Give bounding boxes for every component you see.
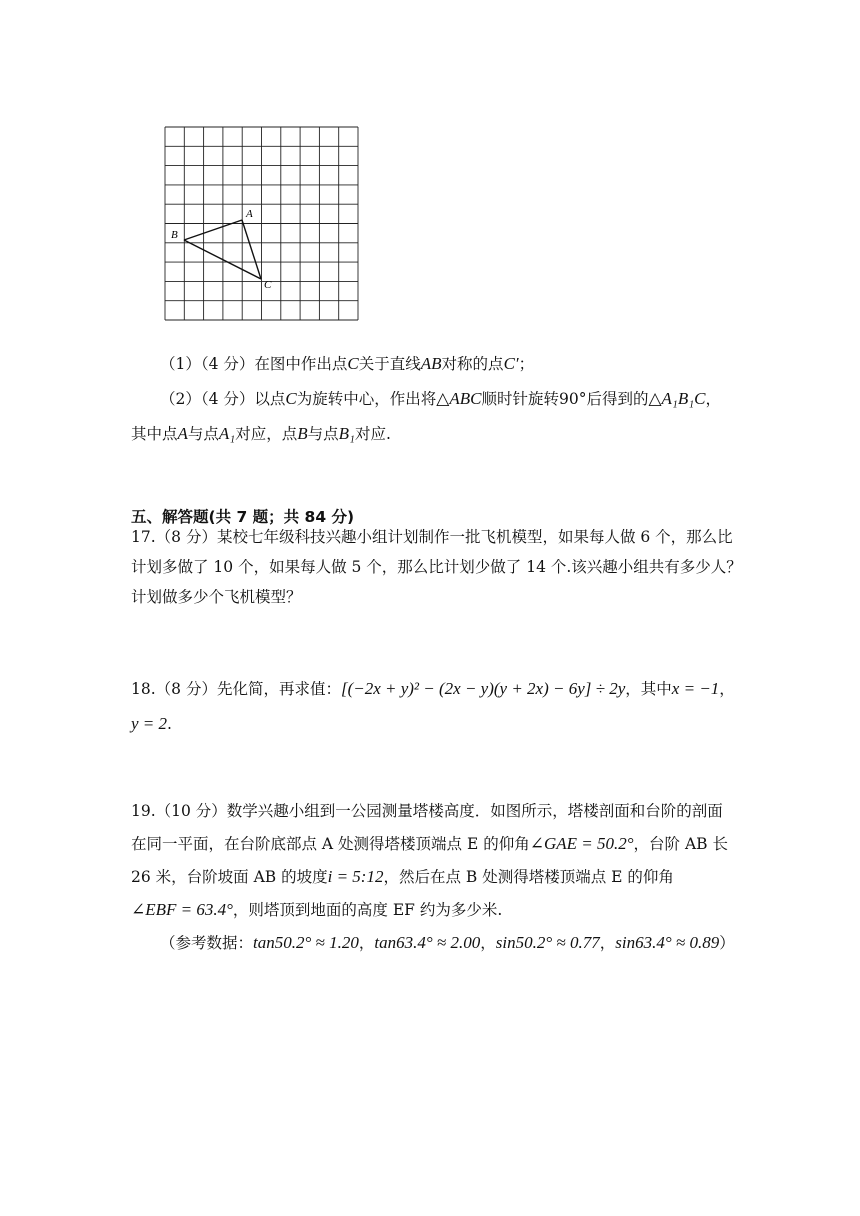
part2-line2: 其中点A与点A₁对应，点B与点B₁对应.	[131, 424, 391, 443]
part1-line: （1）（4 分）在图中作出点C关于直线AB对称的点C′；	[160, 354, 535, 373]
q18-expression: [(−2x + y)² − (2x − y)(y + 2x) − 6y] ÷ 2y	[340, 679, 626, 698]
label-point-c: C	[264, 279, 272, 291]
q19-line4: ∠EBF = 63.4°，则塔顶到地面的高度 EF 约为多少米.	[131, 900, 503, 919]
q18-line2: y = 2.	[131, 714, 172, 733]
segment-ab	[184, 220, 242, 240]
q19-line2: 在同一平面，在台阶底部点 A 处测得塔楼顶端点 E 的仰角∠GAE = 50.2°，台阶 AB 长	[131, 834, 728, 853]
section-title: 五、解答题(共 7 题；共 84 分)	[131, 508, 355, 526]
q17-line1: 17.（8 分）某校七年级科技兴趣小组计划制作一批飞机模型，如果每人做 6 个，那么比	[131, 528, 733, 546]
part2-line1: （2）（4 分）以点C为旋转中心，作出将△ABC顺时针旋转90°后得到的△A₁B₁C，	[160, 389, 721, 408]
q19-reference-data: （参考数据：tan50.2° ≈ 1.20，tan63.4° ≈ 2.00，sin50.2° ≈ 0.77，sin63.4° ≈ 0.89）	[160, 933, 735, 952]
label-point-a: A	[246, 208, 253, 220]
q17-line2: 计划多做了 10 个，如果每人做 5 个，那么比计划少做了 14 个.该兴趣小组共有多少人？	[131, 558, 742, 576]
q19-line3: 26 米，台阶坡面 AB 的坡度i = 5:12，然后在点 B 处测得塔楼顶端点 E 的仰角	[131, 867, 674, 886]
q17-line3: 计划做多少个飞机模型？	[131, 588, 302, 606]
grid-lines	[165, 127, 358, 320]
label-point-b: B	[171, 229, 178, 241]
q18-line1: 18.（8 分）先化简，再求值：[(−2x + y)² − (2x − y)(y + 2x) − 6y] ÷ 2y，其中x = −1，	[131, 679, 735, 698]
q19-line1: 19.（10 分）数学兴趣小组到一公园测量塔楼高度．如图所示，塔楼剖面和台阶的剖面	[131, 802, 723, 820]
grid-figure	[162, 124, 362, 324]
